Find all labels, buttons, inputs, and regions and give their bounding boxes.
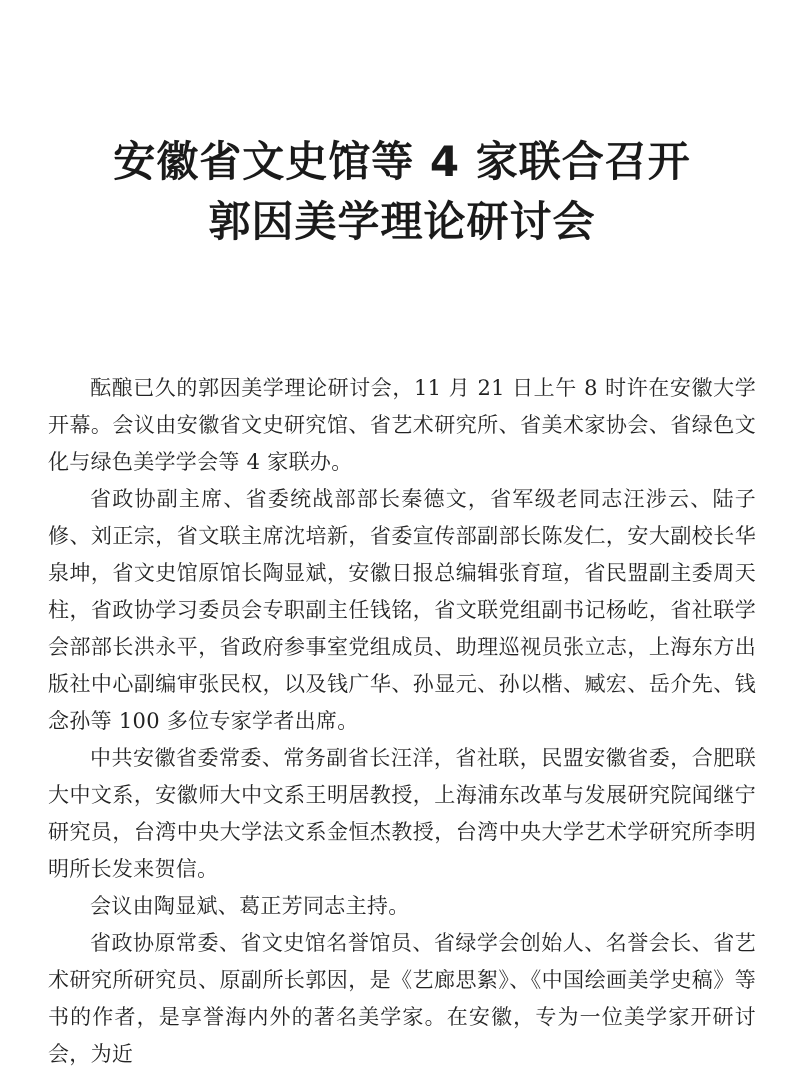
article-body	[48, 370, 756, 1073]
title-line-2: 郭因美学理论研讨会	[208, 197, 596, 246]
paragraph-2: 省政协副主席、省委统战部部长秦德文，省军级老同志汪涉云、陆子修、刘正宗，省文联主席沈培新，省委宣传部副部长陈发仁，安大副校长华泉坤，省文史馆原馆长陶显斌，安徽日报总编辑张育瑄，省民盟副主委周天柱，省政协学习委员会专职副主任钱铭，省文联党组副书记杨屹，省社联学会部部长洪永平，省政府参事室党组成员、助理巡视员张立志，上海东方出版社中心副编审张民权，以及钱广华、孙显元、孙以楷、臧宏、岳介先、钱念孙等 100 多位专家学者出席。	[48, 487, 756, 733]
article-title	[48, 132, 756, 252]
paragraph-5: 省政协原常委、省文史馆名誉馆员、省绿学会创始人、名誉会长、省艺术研究所研究员、原副所长郭因，是《艺廊思絮》、《中国绘画美学史稿》等书的作者，是享誉海内外的著名美学家。在安徽，专为一位美学家开研讨会，为近	[48, 931, 756, 1066]
title-line-1: 安徽省文史馆等 4 家联合召开	[113, 137, 691, 186]
paragraph-3: 中共安徽省委常委、常务副省长汪洋，省社联，民盟安徽省委，合肥联大中文系，安徽师大中文系王明居教授，上海浦东改革与发展研究院闻继宁研究员，台湾中央大学法文系金恒杰教授，台湾中央大学艺术学研究所李明明所长发来贺信。	[48, 746, 756, 881]
paragraph-4: 会议由陶显斌、葛正芳同志主持。	[90, 894, 410, 918]
paragraph-1: 酝酿已久的郭因美学理论研讨会，11 月 21 日上午 8 时许在安徽大学开幕。会议由安徽省文史研究馆、省艺术研究所、省美术家协会、省绿色文化与绿色美学学会等 4 家联办。	[48, 376, 756, 474]
